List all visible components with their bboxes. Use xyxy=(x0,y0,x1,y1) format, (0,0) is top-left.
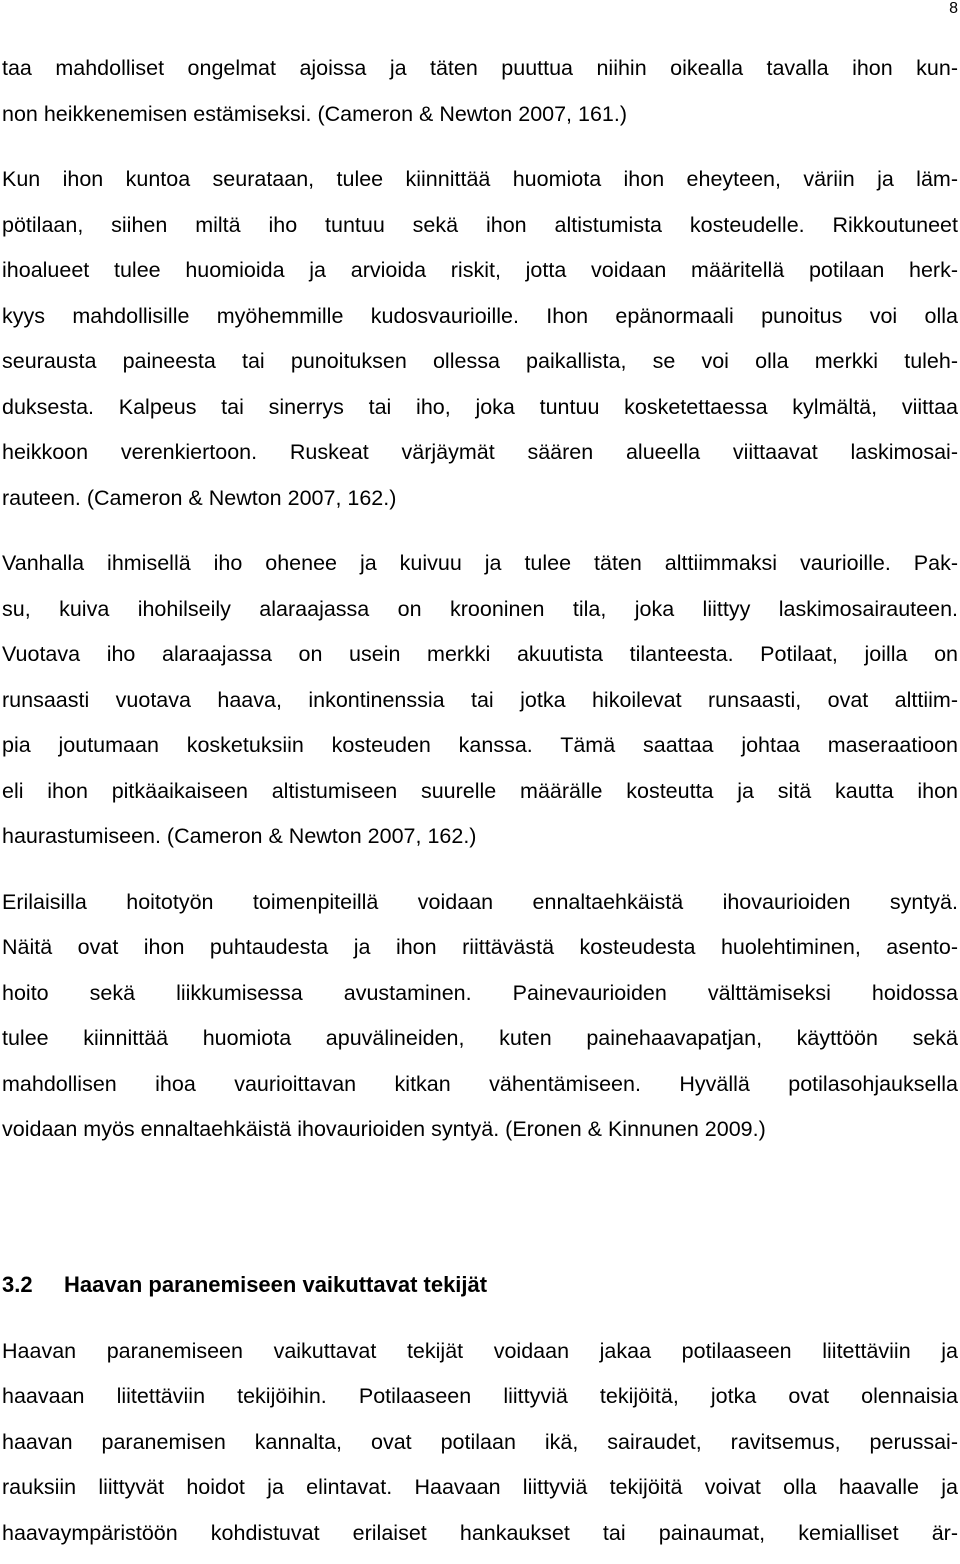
text-line: haavaan liitettäviin tekijöihin. Potilaaseen liittyviä tekijöitä, jotka ovat olennaisia xyxy=(2,1384,958,1408)
text-line: Näitä ovat ihon puhtaudesta ja ihon riittävästä kosteudesta huolehtiminen, asento- xyxy=(2,935,958,959)
text-line: pötilaan, siihen miltä iho tuntuu sekä ihon altistumista kosteudelle. Rikkoutuneet xyxy=(2,212,958,237)
text-line: rauksiin liittyvät hoidot ja elintavat. Haavaan liittyviä tekijöitä voivat olla haavalle ja xyxy=(2,1475,958,1499)
paragraph xyxy=(2,46,958,137)
text-line: haavaympäristöön kohdistuvat erilaiset hankaukset tai painaumat, kemialliset är- xyxy=(2,1520,958,1545)
text-line: tulee kiinnittää huomiota apuvälineiden, kuten painehaavapatjan, käyttöön sekä xyxy=(2,1026,958,1050)
text-line: pia joutumaan kosketuksiin kosteuden kanssa. Tämä saattaa johtaa maseraatioon xyxy=(2,733,958,757)
section-heading xyxy=(2,1265,958,1305)
text-line: Vanhalla ihmisellä iho ohenee ja kuivuu ja tulee täten alttiimmaksi vaurioille. Pak- xyxy=(2,551,958,575)
paragraph xyxy=(2,1329,958,1557)
text-line: rauteen. (Cameron & Newton 2007, 162.) xyxy=(2,485,397,510)
page-number: 8 xyxy=(949,0,958,17)
section-title: Haavan paranemiseen vaikuttavat tekijät xyxy=(64,1271,488,1297)
text-line: haurastumiseen. (Cameron & Newton 2007, 162.) xyxy=(2,824,477,848)
text-line: non heikkenemisen estämiseksi. (Cameron & Newton 2007, 161.) xyxy=(2,101,628,126)
text-line: haavan paranemisen kannalta, ovat potilaan ikä, sairaudet, ravitsemus, perussai- xyxy=(2,1429,958,1454)
text-line: seurausta paineesta tai punoituksen ollessa paikallista, se voi olla merkki tuleh- xyxy=(2,349,958,373)
text-line: Haavan paranemiseen vaikuttavat tekijät voidaan jakaa potilaaseen liitettäviin ja xyxy=(2,1338,958,1363)
paragraph xyxy=(2,157,958,521)
text-line: runsaasti vuotava haava, inkontinenssia tai jotka hikoilevat runsaasti, ovat alttiim- xyxy=(2,687,958,712)
text-line: Kun ihon kuntoa seurataan, tulee kiinnittää huomiota ihon eheyteen, väriin ja läm- xyxy=(2,167,958,191)
text-line: taa mahdolliset ongelmat ajoissa ja täten puuttua niihin oikealla tavalla ihon kun- xyxy=(2,56,958,80)
text-line: heikkoon verenkiertoon. Ruskeat värjäymät säären alueella viittaavat laskimosai- xyxy=(2,440,958,464)
text-line: su, kuiva ihohilseily alaraajassa on krooninen tila, joka liittyy laskimosairauteen. xyxy=(2,596,958,621)
text-line: eli ihon pitkäaikaiseen altistumiseen suurelle määrälle kosteutta ja sitä kautta ihon xyxy=(2,778,958,803)
text-line: Erilaisilla hoitotyön toimenpiteillä voidaan ennaltaehkäistä ihovaurioiden syntyä. xyxy=(2,889,958,914)
text-line: hoito sekä liikkumisessa avustaminen. Painevaurioiden välttämiseksi hoidossa xyxy=(2,980,958,1005)
document-body xyxy=(2,46,958,1556)
text-line: duksesta. Kalpeus tai sinerrys tai iho, joka tuntuu kosketettaessa kylmältä, viittaa xyxy=(2,394,958,419)
text-line: mahdollisen ihoa vaurioittavan kitkan vähentämiseen. Hyvällä potilasohjauksella xyxy=(2,1071,958,1096)
text-line: kyys mahdollisille myöhemmille kudosvaurioille. Ihon epänormaali punoitus voi olla xyxy=(2,303,958,328)
paragraph xyxy=(2,541,958,860)
section-number: 3.2 xyxy=(2,1271,33,1297)
paragraph xyxy=(2,880,958,1153)
text-line: ihoalueet tulee huomioida ja arvioida riskit, jotta voidaan määritellä potilaan herk- xyxy=(2,258,958,282)
text-line: voidaan myös ennaltaehkäistä ihovaurioiden syntyä. (Eronen & Kinnunen 2009.) xyxy=(2,1117,766,1141)
text-line: Vuotava iho alaraajassa on usein merkki akuutista tilanteesta. Potilaat, joilla on xyxy=(2,642,958,666)
